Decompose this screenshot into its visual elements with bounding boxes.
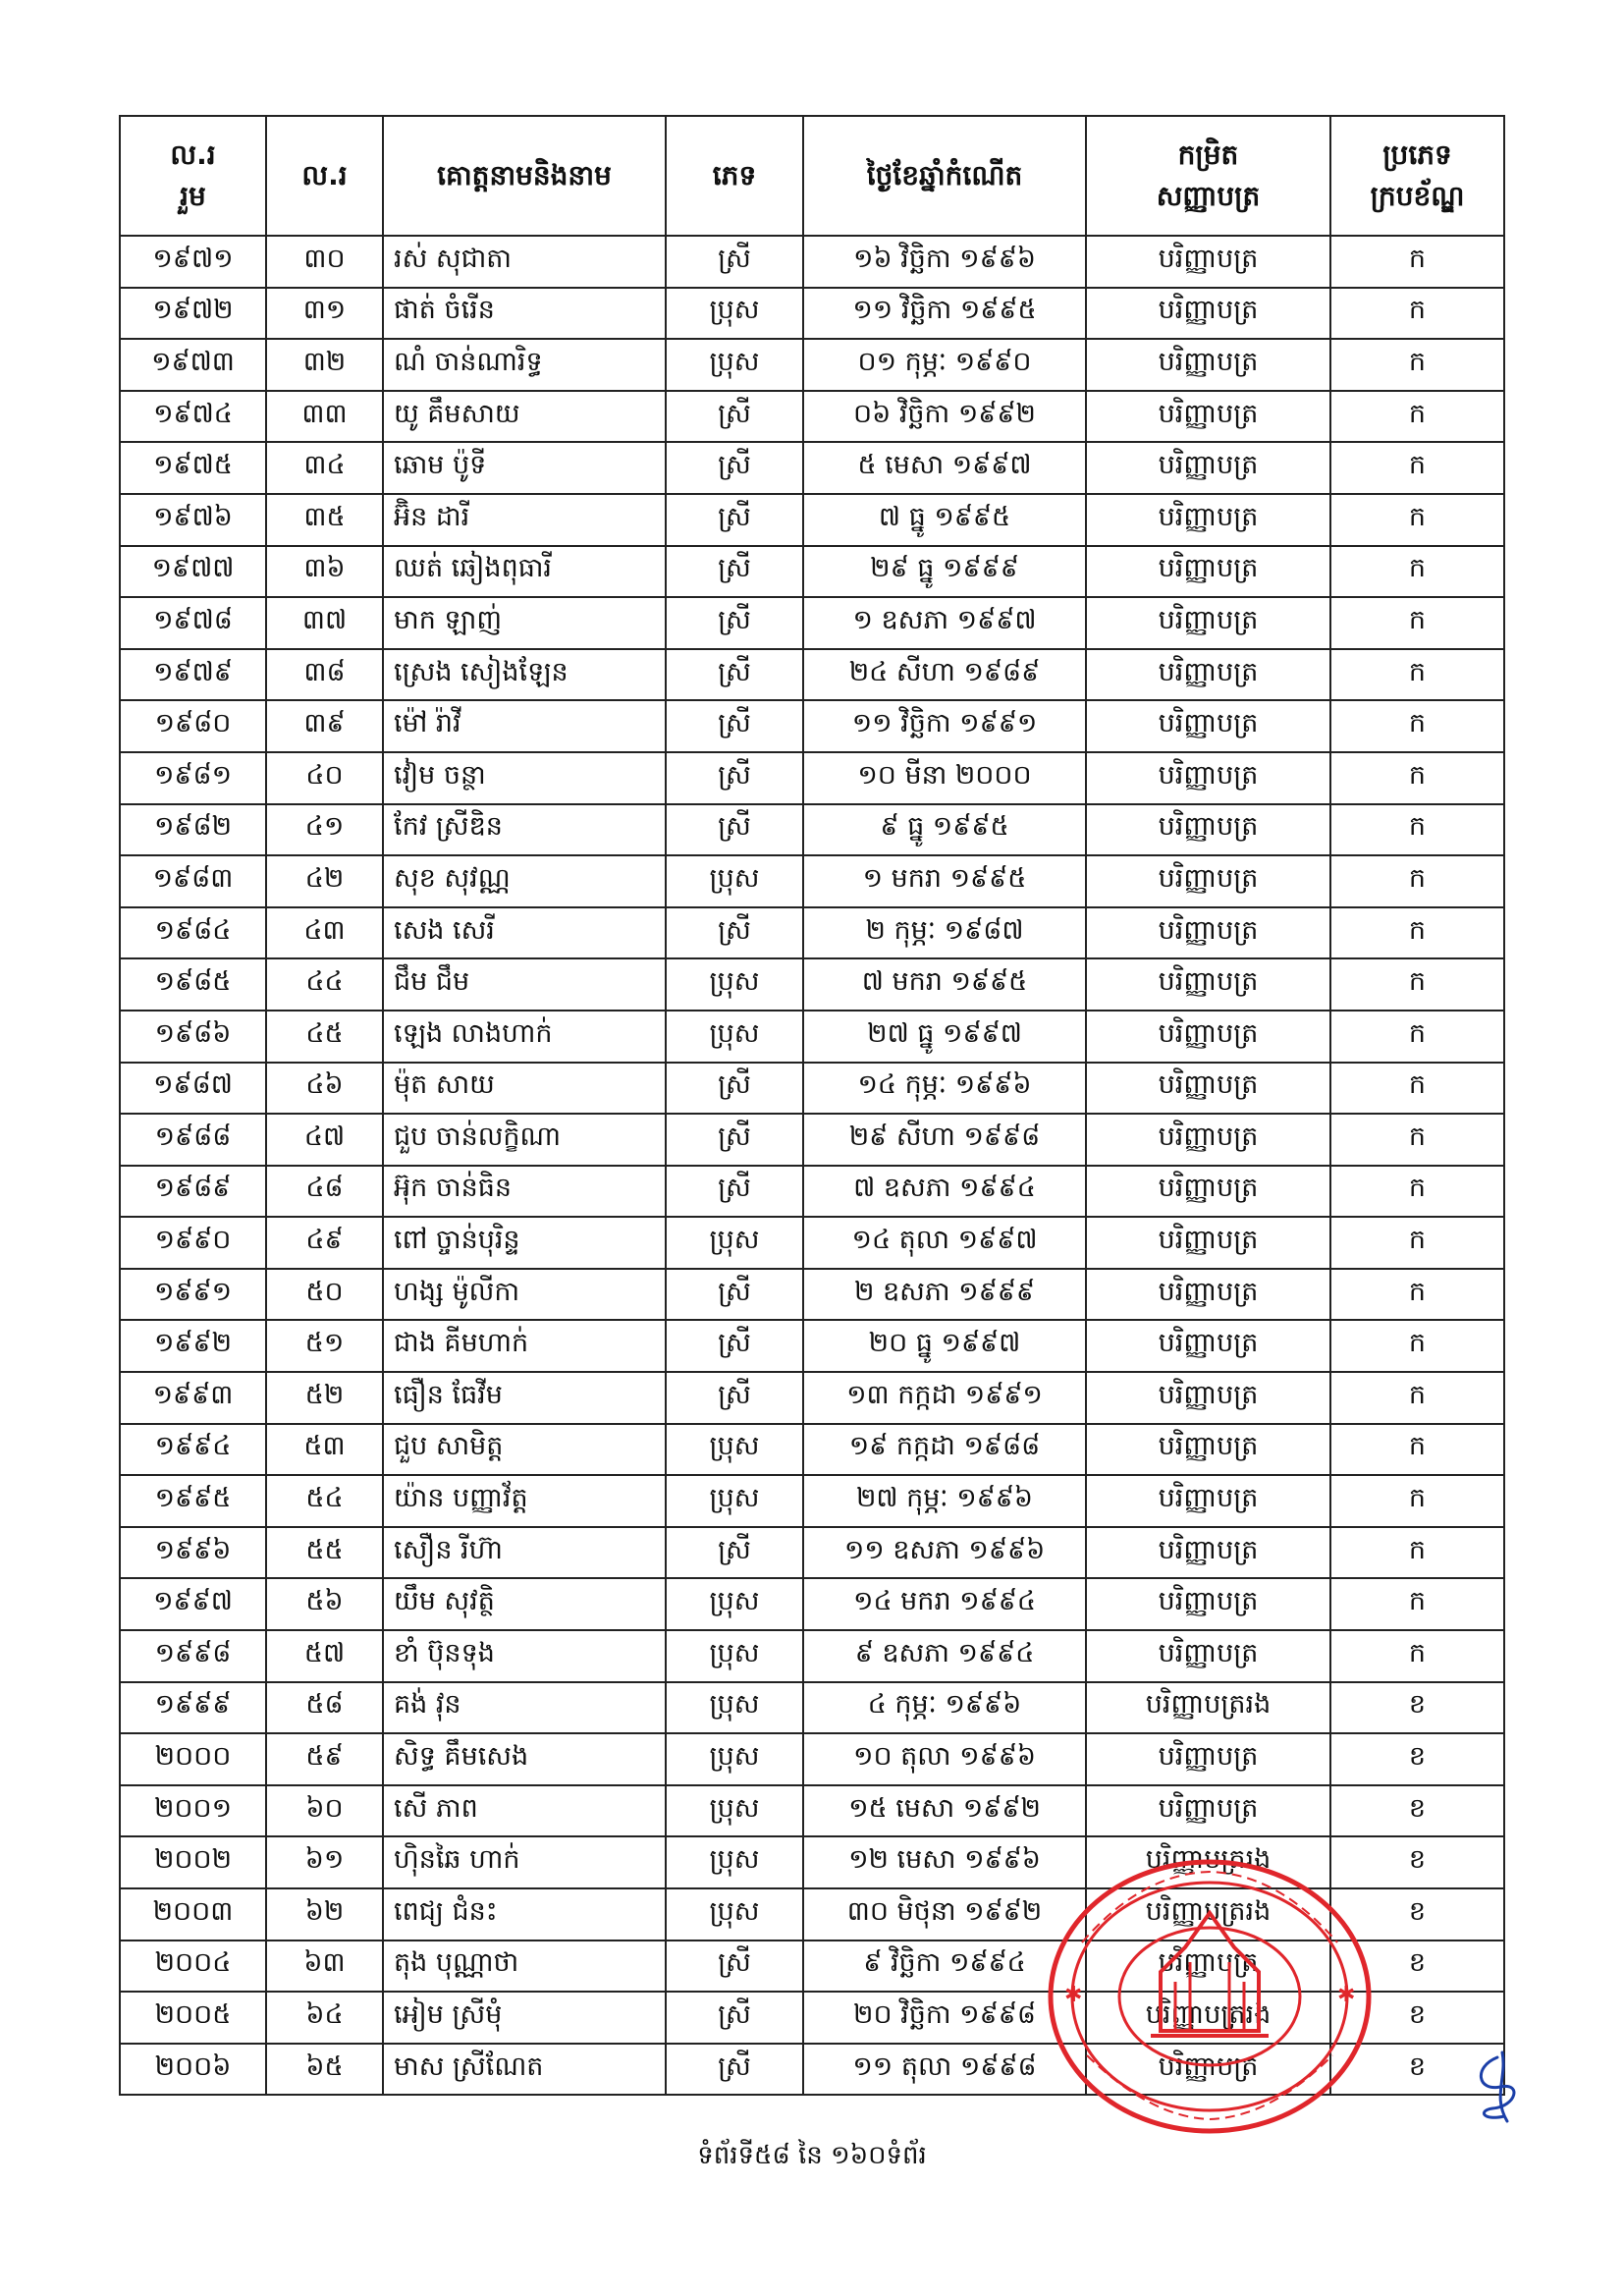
number-cell: ៥១ <box>266 1320 383 1372</box>
header-degree-level: កម្រិត សញ្ញាបត្រ <box>1086 116 1330 236</box>
sex-cell: ស្រី <box>666 752 803 804</box>
name-cell: រស់ សុជាតា <box>383 236 666 288</box>
overall-number-cell: ២០០០ <box>120 1733 266 1785</box>
sex-cell: ស្រី <box>666 1063 803 1115</box>
degree-cell: បរិញ្ញាបត្រ <box>1086 391 1330 443</box>
sex-cell: ប្រុស <box>666 339 803 391</box>
dob-cell: ១១ តុលា ១៩៩៨ <box>803 2044 1086 2096</box>
name-cell: យឹម សុវត្ថិ <box>383 1578 666 1630</box>
overall-number-cell: ១៩៩៩ <box>120 1682 266 1734</box>
sex-cell: ស្រី <box>666 546 803 598</box>
degree-cell: បរិញ្ញាបត្រ <box>1086 1320 1330 1372</box>
header-overall-number: ល.រ រួម <box>120 116 266 236</box>
category-cell: ខ <box>1330 1682 1504 1734</box>
dob-cell: ៩ ធ្នូ ១៩៩៥ <box>803 804 1086 856</box>
name-cell: មាស ស្រីណែត <box>383 2044 666 2096</box>
number-cell: ៤២ <box>266 855 383 907</box>
overall-number-cell: ២០០២ <box>120 1836 266 1888</box>
overall-number-cell: ១៩៨៧ <box>120 1063 266 1115</box>
table-row <box>120 1063 1504 1115</box>
degree-cell: បរិញ្ញាបត្រ <box>1086 752 1330 804</box>
name-cell: កែវ ស្រីឌិន <box>383 804 666 856</box>
sex-cell: ស្រី <box>666 1269 803 1321</box>
overall-number-cell: ១៩៧១ <box>120 236 266 288</box>
category-cell: ក <box>1330 649 1504 701</box>
table-row <box>120 700 1504 752</box>
degree-cell: បរិញ្ញាបត្រ <box>1086 804 1330 856</box>
table-row <box>120 288 1504 340</box>
degree-cell: បរិញ្ញាបត្រ <box>1086 288 1330 340</box>
signature-mark <box>1463 2048 1532 2126</box>
table-row <box>120 597 1504 649</box>
category-cell: ក <box>1330 1166 1504 1218</box>
name-cell: យ៉ាន បញ្ញាវ័ត្ត <box>383 1475 666 1527</box>
name-cell: ឈត់ ឆៀងពុធារី <box>383 546 666 598</box>
category-cell: ក <box>1330 288 1504 340</box>
number-cell: ៤៩ <box>266 1217 383 1269</box>
degree-cell: បរិញ្ញាបត្រ <box>1086 1941 1330 1993</box>
degree-cell: បរិញ្ញាបត្រ <box>1086 442 1330 494</box>
dob-cell: ១០ មីនា ២០០០ <box>803 752 1086 804</box>
table-row <box>120 1166 1504 1218</box>
degree-cell: បរិញ្ញាបត្រ <box>1086 1785 1330 1837</box>
overall-number-cell: ១៩៨២ <box>120 804 266 856</box>
degree-cell: បរិញ្ញាបត្រ <box>1086 494 1330 546</box>
table-row <box>120 1269 1504 1321</box>
name-cell: ឡេង លាងហាក់ <box>383 1011 666 1063</box>
overall-number-cell: ១៩៧៦ <box>120 494 266 546</box>
overall-number-cell: ១៩៨៩ <box>120 1166 266 1218</box>
dob-cell: ១០ តុលា ១៩៩៦ <box>803 1733 1086 1785</box>
sex-cell: ស្រី <box>666 1372 803 1424</box>
dob-cell: ២០ វិច្ឆិកា ១៩៩៨ <box>803 1992 1086 2044</box>
category-cell: ខ <box>1330 1888 1504 1941</box>
dob-cell: ៩ វិច្ឆិកា ១៩៩៤ <box>803 1941 1086 1993</box>
dob-cell: ៧ ធ្នូ ១៩៩៥ <box>803 494 1086 546</box>
number-cell: ៥៨ <box>266 1682 383 1734</box>
dob-cell: ១៤ មករា ១៩៩៤ <box>803 1578 1086 1630</box>
dob-cell: ១៦ វិច្ឆិកា ១៩៩៦ <box>803 236 1086 288</box>
number-cell: ៥០ <box>266 1269 383 1321</box>
overall-number-cell: ១៩៨១ <box>120 752 266 804</box>
sex-cell: ស្រី <box>666 804 803 856</box>
dob-cell: ១៣ កក្កដា ១៩៩១ <box>803 1372 1086 1424</box>
number-cell: ៣៩ <box>266 700 383 752</box>
sex-cell: ប្រុស <box>666 1475 803 1527</box>
overall-number-cell: ២០០៣ <box>120 1888 266 1941</box>
category-cell: ខ <box>1330 2044 1504 2096</box>
name-cell: ជាង គីមហាក់ <box>383 1320 666 1372</box>
table-row <box>120 442 1504 494</box>
name-cell: ម៉ុត សាយ <box>383 1063 666 1115</box>
degree-cell: បរិញ្ញាបត្ររង <box>1086 1992 1330 2044</box>
number-cell: ៣១ <box>266 288 383 340</box>
overall-number-cell: ២០០៦ <box>120 2044 266 2096</box>
sex-cell: ស្រី <box>666 2044 803 2096</box>
sex-cell: ស្រី <box>666 649 803 701</box>
name-cell: ធឿន ធែវីម <box>383 1372 666 1424</box>
degree-cell: បរិញ្ញាបត្រ <box>1086 597 1330 649</box>
overall-number-cell: ១៩៩១ <box>120 1269 266 1321</box>
overall-number-cell: ២០០១ <box>120 1785 266 1837</box>
category-cell: ខ <box>1330 1836 1504 1888</box>
degree-cell: បរិញ្ញាបត្រ <box>1086 1578 1330 1630</box>
name-cell: ជឹម ជឹម <box>383 958 666 1011</box>
name-cell: ហ៊ិនឆៃ ហាក់ <box>383 1836 666 1888</box>
table-row <box>120 855 1504 907</box>
sex-cell: ស្រី <box>666 391 803 443</box>
degree-cell: បរិញ្ញាបត្រ <box>1086 1630 1330 1682</box>
number-cell: ៥៧ <box>266 1630 383 1682</box>
overall-number-cell: ១៩៩៤ <box>120 1424 266 1476</box>
table-row <box>120 1630 1504 1682</box>
number-cell: ៣២ <box>266 339 383 391</box>
sex-cell: ស្រី <box>666 1166 803 1218</box>
table-row <box>120 649 1504 701</box>
header-number: ល.រ <box>266 116 383 236</box>
category-cell: ក <box>1330 391 1504 443</box>
number-cell: ៦២ <box>266 1888 383 1941</box>
dob-cell: ២ កុម្ភៈ ១៩៨៧ <box>803 907 1086 959</box>
personnel-table <box>119 115 1505 2096</box>
overall-number-cell: ១៩៩៥ <box>120 1475 266 1527</box>
table-row <box>120 752 1504 804</box>
table-row <box>120 1320 1504 1372</box>
category-cell: ក <box>1330 907 1504 959</box>
dob-cell: ២៤ សីហា ១៩៨៩ <box>803 649 1086 701</box>
category-cell: ក <box>1330 494 1504 546</box>
category-cell: ក <box>1330 597 1504 649</box>
dob-cell: ១៤ កុម្ភៈ ១៩៩៦ <box>803 1063 1086 1115</box>
overall-number-cell: ១៩៧៩ <box>120 649 266 701</box>
number-cell: ៥២ <box>266 1372 383 1424</box>
table-row <box>120 546 1504 598</box>
sex-cell: ស្រី <box>666 1114 803 1166</box>
dob-cell: ៤ កុម្ភៈ ១៩៩៦ <box>803 1682 1086 1734</box>
header-sex: ភេទ <box>666 116 803 236</box>
name-cell: សេង សេរី <box>383 907 666 959</box>
degree-cell: បរិញ្ញាបត្រ <box>1086 1217 1330 1269</box>
sex-cell: ស្រី <box>666 1527 803 1579</box>
dob-cell: ២៩ សីហា ១៩៩៨ <box>803 1114 1086 1166</box>
overall-number-cell: ១៩៩៣ <box>120 1372 266 1424</box>
number-cell: ៤៧ <box>266 1114 383 1166</box>
category-cell: ក <box>1330 1269 1504 1321</box>
dob-cell: ២ ឧសភា ១៩៩៩ <box>803 1269 1086 1321</box>
category-cell: ខ <box>1330 1733 1504 1785</box>
name-cell: អៀម ស្រីមុំ <box>383 1992 666 2044</box>
sex-cell: ស្រី <box>666 700 803 752</box>
sex-cell: ប្រុស <box>666 288 803 340</box>
degree-cell: បរិញ្ញាបត្រ <box>1086 649 1330 701</box>
overall-number-cell: ១៩៨៨ <box>120 1114 266 1166</box>
number-cell: ៣៣ <box>266 391 383 443</box>
number-cell: ៦១ <box>266 1836 383 1888</box>
overall-number-cell: ១៩៩០ <box>120 1217 266 1269</box>
category-cell: ក <box>1330 958 1504 1011</box>
sex-cell: ប្រុស <box>666 1011 803 1063</box>
name-cell: ពេជ្យ ជំនះ <box>383 1888 666 1941</box>
number-cell: ៦៣ <box>266 1941 383 1993</box>
dob-cell: ០៦ វិច្ឆិកា ១៩៩២ <box>803 391 1086 443</box>
number-cell: ៥៣ <box>266 1424 383 1476</box>
overall-number-cell: ២០០៥ <box>120 1992 266 2044</box>
overall-number-cell: ១៩៧៥ <box>120 442 266 494</box>
header-full-name: គោត្តនាមនិងនាម <box>383 116 666 236</box>
category-cell: ក <box>1330 1630 1504 1682</box>
name-cell: សិទ្ធ គឹមសេង <box>383 1733 666 1785</box>
name-cell: ម៉ៅ រ៉ាវី <box>383 700 666 752</box>
table-row <box>120 494 1504 546</box>
sex-cell: ស្រី <box>666 907 803 959</box>
number-cell: ៤០ <box>266 752 383 804</box>
degree-cell: បរិញ្ញាបត្រ <box>1086 907 1330 959</box>
number-cell: ៣០ <box>266 236 383 288</box>
category-cell: ក <box>1330 1527 1504 1579</box>
overall-number-cell: ១៩៧៧ <box>120 546 266 598</box>
name-cell: វៀម ចន្ថា <box>383 752 666 804</box>
overall-number-cell: ១៩៩២ <box>120 1320 266 1372</box>
degree-cell: បរិញ្ញាបត្រ <box>1086 1733 1330 1785</box>
dob-cell: ១៤ តុលា ១៩៩៧ <box>803 1217 1086 1269</box>
dob-cell: ៥ មេសា ១៩៩៧ <box>803 442 1086 494</box>
sex-cell: ប្រុស <box>666 1424 803 1476</box>
dob-cell: ១៩ កក្កដា ១៩៨៨ <box>803 1424 1086 1476</box>
dob-cell: ១១ វិច្ឆិកា ១៩៩១ <box>803 700 1086 752</box>
dob-cell: ២០ ធ្នូ ១៩៩៧ <box>803 1320 1086 1372</box>
sex-cell: ស្រី <box>666 1320 803 1372</box>
overall-number-cell: ១៩៩៦ <box>120 1527 266 1579</box>
number-cell: ៤៥ <box>266 1011 383 1063</box>
number-cell: ៣៤ <box>266 442 383 494</box>
overall-number-cell: ១៩៧២ <box>120 288 266 340</box>
number-cell: ៣៦ <box>266 546 383 598</box>
table-row <box>120 958 1504 1011</box>
sex-cell: ប្រុស <box>666 855 803 907</box>
dob-cell: ២៩ ធ្នូ ១៩៩៩ <box>803 546 1086 598</box>
name-cell: ជួប ចាន់លក្ខិណា <box>383 1114 666 1166</box>
table-row <box>120 391 1504 443</box>
category-cell: ខ <box>1330 1992 1504 2044</box>
degree-cell: បរិញ្ញាបត្រ <box>1086 1424 1330 1476</box>
sex-cell: ប្រុស <box>666 1733 803 1785</box>
table-row <box>120 339 1504 391</box>
name-cell: ហង្ស ម៉ូលីកា <box>383 1269 666 1321</box>
sex-cell: ស្រី <box>666 494 803 546</box>
degree-cell: បរិញ្ញាបត្រ <box>1086 546 1330 598</box>
table-row <box>120 1733 1504 1785</box>
table-row <box>120 907 1504 959</box>
dob-cell: ៣០ មិថុនា ១៩៩២ <box>803 1888 1086 1941</box>
overall-number-cell: ១៩៨៤ <box>120 907 266 959</box>
number-cell: ៤១ <box>266 804 383 856</box>
category-cell: ក <box>1330 442 1504 494</box>
number-cell: ៥៤ <box>266 1475 383 1527</box>
header-date-of-birth: ថ្ងៃខែឆ្នាំកំណើត <box>803 116 1086 236</box>
degree-cell: បរិញ្ញាបត្រ <box>1086 958 1330 1011</box>
name-cell: ឆោម ប៉ូទី <box>383 442 666 494</box>
number-cell: ៤៨ <box>266 1166 383 1218</box>
dob-cell: ៧ ឧសភា ១៩៩៤ <box>803 1166 1086 1218</box>
sex-cell: ស្រី <box>666 1992 803 2044</box>
sex-cell: ស្រី <box>666 236 803 288</box>
category-cell: ខ <box>1330 1941 1504 1993</box>
table-row <box>120 804 1504 856</box>
dob-cell: ១ មករា ១៩៩៥ <box>803 855 1086 907</box>
category-cell: ក <box>1330 339 1504 391</box>
category-cell: ក <box>1330 855 1504 907</box>
overall-number-cell: ១៩៧៣ <box>120 339 266 391</box>
sex-cell: ប្រុស <box>666 1888 803 1941</box>
name-cell: សុខ សុវណ្ណ <box>383 855 666 907</box>
category-cell: ក <box>1330 1320 1504 1372</box>
sex-cell: ប្រុស <box>666 1630 803 1682</box>
name-cell: គង់ វុន <box>383 1682 666 1734</box>
degree-cell: បរិញ្ញាបត្រ <box>1086 1475 1330 1527</box>
table-row <box>120 1424 1504 1476</box>
number-cell: ៤៣ <box>266 907 383 959</box>
degree-cell: បរិញ្ញាបត្រ <box>1086 1011 1330 1063</box>
category-cell: ខ <box>1330 1785 1504 1837</box>
number-cell: ៦៤ <box>266 1992 383 2044</box>
svg-text:✱: ✱ <box>1337 1983 1356 2007</box>
degree-cell: បរិញ្ញាបត្រ <box>1086 1063 1330 1115</box>
table-row <box>120 1578 1504 1630</box>
overall-number-cell: ១៩៨៥ <box>120 958 266 1011</box>
table-row <box>120 1785 1504 1837</box>
number-cell: ៥៥ <box>266 1527 383 1579</box>
degree-cell: បរិញ្ញាបត្រ <box>1086 1114 1330 1166</box>
sex-cell: ស្រី <box>666 442 803 494</box>
degree-cell: បរិញ្ញាបត្រ <box>1086 1166 1330 1218</box>
number-cell: ៥៩ <box>266 1733 383 1785</box>
category-cell: ក <box>1330 236 1504 288</box>
category-cell: ក <box>1330 1063 1504 1115</box>
number-cell: ៦៥ <box>266 2044 383 2096</box>
overall-number-cell: ១៩៨៦ <box>120 1011 266 1063</box>
degree-cell: បរិញ្ញាបត្រ <box>1086 339 1330 391</box>
category-cell: ក <box>1330 1578 1504 1630</box>
sex-cell: ប្រុស <box>666 1836 803 1888</box>
overall-number-cell: ១៩៨០ <box>120 700 266 752</box>
number-cell: ៤៦ <box>266 1063 383 1115</box>
overall-number-cell: ១៩៨៣ <box>120 855 266 907</box>
degree-cell: បរិញ្ញាបត្ររង <box>1086 1836 1330 1888</box>
category-cell: ក <box>1330 546 1504 598</box>
overall-number-cell: ២០០៤ <box>120 1941 266 1993</box>
dob-cell: ៩ ឧសភា ១៩៩៤ <box>803 1630 1086 1682</box>
table-row <box>120 1114 1504 1166</box>
page-number-footer: ទំព័រទី៥៨ នៃ ១៦០ទំព័រ <box>697 2141 927 2170</box>
degree-cell: បរិញ្ញាបត្ររង <box>1086 1888 1330 1941</box>
svg-text:✱: ✱ <box>1064 1983 1083 2007</box>
table-body <box>120 236 1504 2095</box>
name-cell: តុង បុណ្ណាថា <box>383 1941 666 1993</box>
name-cell: ពៅ ច្ចាន់បុរិន្ទ <box>383 1217 666 1269</box>
category-cell: ក <box>1330 752 1504 804</box>
category-cell: ក <box>1330 1424 1504 1476</box>
category-cell: ក <box>1330 1217 1504 1269</box>
name-cell: ស្រេង សៀងឡែន <box>383 649 666 701</box>
degree-cell: បរិញ្ញាបត្រ <box>1086 236 1330 288</box>
number-cell: ៣៧ <box>266 597 383 649</box>
sex-cell: ស្រី <box>666 1941 803 1993</box>
degree-cell: បរិញ្ញាបត្រ <box>1086 1372 1330 1424</box>
name-cell: សឿន រីហ៊ា <box>383 1527 666 1579</box>
category-cell: ក <box>1330 1372 1504 1424</box>
dob-cell: ១២ មេសា ១៩៩៦ <box>803 1836 1086 1888</box>
sex-cell: ស្រី <box>666 597 803 649</box>
table-row <box>120 236 1504 288</box>
table-row <box>120 1475 1504 1527</box>
overall-number-cell: ១៩៧៤ <box>120 391 266 443</box>
dob-cell: ១១ វិច្ឆិកា ១៩៩៥ <box>803 288 1086 340</box>
number-cell: ៥៦ <box>266 1578 383 1630</box>
number-cell: ៤៤ <box>266 958 383 1011</box>
sex-cell: ប្រុស <box>666 1217 803 1269</box>
name-cell: អ៊ុក ចាន់ធិន <box>383 1166 666 1218</box>
dob-cell: ០១ កុម្ភៈ ១៩៩០ <box>803 339 1086 391</box>
dob-cell: ២៧ កុម្ភៈ ១៩៩៦ <box>803 1475 1086 1527</box>
overall-number-cell: ១៩៧៨ <box>120 597 266 649</box>
degree-cell: បរិញ្ញាបត្រ <box>1086 1269 1330 1321</box>
name-cell: យូ គឹមសាយ <box>383 391 666 443</box>
number-cell: ៦០ <box>266 1785 383 1837</box>
degree-cell: បរិញ្ញាបត្រ <box>1086 1527 1330 1579</box>
degree-cell: បរិញ្ញាបត្ររង <box>1086 1682 1330 1734</box>
degree-cell: បរិញ្ញាបត្រ <box>1086 700 1330 752</box>
dob-cell: ១១ ឧសភា ១៩៩៦ <box>803 1527 1086 1579</box>
name-cell: មាក ឡាញ់ <box>383 597 666 649</box>
sex-cell: ប្រុស <box>666 1578 803 1630</box>
category-cell: ក <box>1330 700 1504 752</box>
dob-cell: ១ ឧសភា ១៩៩៧ <box>803 597 1086 649</box>
sex-cell: ប្រុស <box>666 1682 803 1734</box>
degree-cell: បរិញ្ញាបត្រ <box>1086 855 1330 907</box>
name-cell: ផាត់ ចំរើន <box>383 288 666 340</box>
table-row <box>120 1372 1504 1424</box>
category-cell: ក <box>1330 1011 1504 1063</box>
category-cell: ក <box>1330 1475 1504 1527</box>
dob-cell: ១៥ មេសា ១៩៩២ <box>803 1785 1086 1837</box>
category-cell: ក <box>1330 1114 1504 1166</box>
overall-number-cell: ១៩៩៨ <box>120 1630 266 1682</box>
sex-cell: ប្រុស <box>666 958 803 1011</box>
table-row <box>120 1682 1504 1734</box>
name-cell: អ៊ិន ដារី <box>383 494 666 546</box>
overall-number-cell: ១៩៩៧ <box>120 1578 266 1630</box>
degree-cell: បរិញ្ញាបត្រ <box>1086 2044 1330 2096</box>
category-cell: ក <box>1330 804 1504 856</box>
sex-cell: ប្រុស <box>666 1785 803 1837</box>
table-row <box>120 1527 1504 1579</box>
table-row <box>120 1011 1504 1063</box>
dob-cell: ៧ មករា ១៩៩៥ <box>803 958 1086 1011</box>
header-staff-category: ប្រភេទ ក្របខ័ណ្ឌ <box>1330 116 1504 236</box>
table-header-row <box>120 116 1504 236</box>
dob-cell: ២៧ ធ្នូ ១៩៩៧ <box>803 1011 1086 1063</box>
name-cell: ខាំ ប៊ុនទុង <box>383 1630 666 1682</box>
number-cell: ៣៨ <box>266 649 383 701</box>
number-cell: ៣៥ <box>266 494 383 546</box>
name-cell: ណំ ចាន់ណារិទ្ធ <box>383 339 666 391</box>
table-row <box>120 1217 1504 1269</box>
name-cell: សើ ភាព <box>383 1785 666 1837</box>
official-seal-stamp <box>1043 1854 1377 2139</box>
name-cell: ជួប សាមិត្ត <box>383 1424 666 1476</box>
